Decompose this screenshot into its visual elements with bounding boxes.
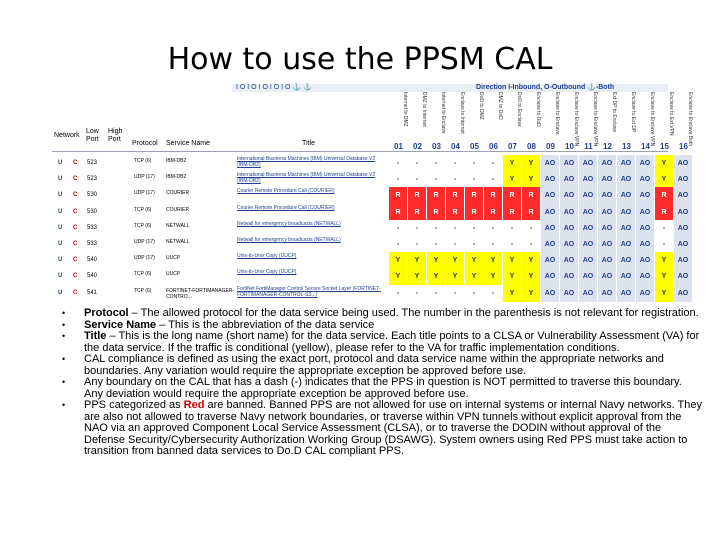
boundary-header [427,92,446,147]
boundary-cell: AO [541,285,559,302]
boundary-cell: Y [503,252,521,269]
boundary-cell: AO [598,171,616,188]
service-name: FORTINET-FORTIMANAGER-CONTRO... [166,287,235,300]
boundary-cell: AO [579,252,597,269]
bullet-item [62,377,702,400]
boundary-cell: R [655,187,673,204]
bullet-item [62,331,702,354]
column-number: 06 [489,142,498,151]
title-link[interactable]: Unix-to-Unix Copy (UUCP) [237,269,297,276]
boundary-label: Internet to DMZ [402,92,408,127]
boundary-cell: Y [427,268,445,285]
boundary-cell: Y [484,252,502,269]
low-port: 540 [87,273,98,280]
boundary-cell: Y [484,268,502,285]
boundary-cell: AO [541,268,559,285]
boundary-label: Enclave to Ext DP [630,92,636,133]
network-c: C [73,160,78,166]
boundary-cell: AO [560,220,578,237]
column-number: 11 [584,142,593,151]
boundary-header [598,92,617,147]
boundary-cell: AO [674,204,692,221]
boundary-cell: AO [617,252,635,269]
boundary-cell: Y [522,252,540,269]
boundary-label: Internet to Enclave [440,92,446,134]
boundary-cell: AO [636,187,654,204]
boundary-cell: - [427,220,445,237]
boundary-cell: - [655,236,673,253]
bullet-text: Any boundary on the CAL that has a dash (-) indicates that the PPS in question is NOT permitted to traverse this boundary. Any deviation would require the appropriate exception be approved before use. [84,376,682,400]
boundary-cell: Y [465,268,483,285]
boundary-cell: Y [503,268,521,285]
boundary-cell: - [389,171,407,188]
boundary-cell: AO [579,285,597,302]
boundary-cell: AO [674,171,692,188]
boundary-cell: - [465,220,483,237]
boundary-cell: - [503,236,521,253]
title-link[interactable]: Netwall for emergency broadcasts (NETWALL) [237,237,341,243]
column-number: 08 [527,142,536,151]
boundary-label: Enclave to Ext VPN [668,92,674,136]
column-number: 07 [508,142,517,151]
network-u: U [58,289,63,296]
low-port: 530 [87,208,98,215]
boundary-cell: R [427,204,445,221]
boundary-cell: R [655,204,673,221]
column-number: 14 [641,142,650,151]
boundary-cell: AO [598,268,616,285]
boundary-cell: - [427,285,445,302]
boundary-label: DoD to Enclave [516,92,522,127]
column-number: 01 [394,142,403,151]
boundary-cell: - [484,171,502,188]
title-link[interactable]: International Business Machines (IBM) Universal Database V2 (IBM-DB2) [237,172,376,185]
boundary-cell: R [503,204,521,221]
boundary-cell: AO [579,155,597,172]
boundary-cell: R [408,204,426,221]
boundary-cell: - [427,171,445,188]
boundary-label: Enclave to Enclave VPN [649,92,655,147]
boundary-cell: - [465,285,483,302]
column-number: 15 [660,142,669,151]
boundary-label: DoD to DMZ [478,92,484,120]
bullet-term: Title [84,330,107,342]
boundary-cell: - [389,220,407,237]
boundary-cell: AO [674,236,692,253]
boundary-header [446,92,465,147]
network-u: U [58,224,63,231]
boundary-label: Enclave to DoD [535,92,541,127]
boundary-cell: AO [617,171,635,188]
bullet-term: Protocol [84,307,129,319]
column-number: 04 [451,142,460,151]
boundary-cell: Y [655,268,673,285]
boundary-cell: R [389,204,407,221]
boundary-label: Enclave to Internet [459,92,465,134]
boundary-cell: AO [617,155,635,172]
boundary-cell: - [408,171,426,188]
boundary-cell: Y [389,268,407,285]
boundary-cell: AO [541,187,559,204]
bullet-text: – This is the long name (short name) for the data service. Each title points to a CLSA or Vulnerability Assessment (VA) for the data service. If the traffic is conditional (yellow), please refer to the VA for traffic implementation conditions. [84,330,700,354]
boundary-cell: Y [408,252,426,269]
low-port: 523 [87,160,98,166]
boundary-cell: AO [598,204,616,221]
boundary-cell: - [522,236,540,253]
boundary-label: Enclave to Enclave [554,92,560,135]
boundary-cell: Y [655,252,673,269]
boundary-cell: AO [560,236,578,253]
boundary-cell: AO [560,171,578,188]
boundary-cell: - [446,171,464,188]
network-c: C [73,192,78,199]
boundary-cell: - [522,220,540,237]
boundary-cell: - [446,236,464,253]
bullet-glyph: • [62,400,66,410]
boundary-cell: Y [503,171,521,188]
boundary-cell: AO [598,155,616,172]
boundary-cell: R [427,187,445,204]
boundary-cell: - [408,236,426,253]
boundary-cell: AO [617,236,635,253]
column-number: 05 [470,142,479,151]
boundary-cell: R [522,187,540,204]
network-c: C [73,208,78,215]
boundary-cell: AO [541,204,559,221]
service-name: COURIER [166,206,190,213]
bullet-glyph: • [62,354,66,364]
boundary-header [484,92,503,147]
col-network: Network [54,132,80,139]
boundary-cell: AO [598,236,616,253]
boundary-cell: R [389,187,407,204]
boundary-cell: AO [636,236,654,253]
protocol: TCP (6) [134,287,152,294]
boundary-cell: AO [636,252,654,269]
protocol: TCP (6) [134,206,152,213]
boundary-cell: Y [655,155,673,172]
title-link[interactable]: Unix-to-Unix Copy (UUCP) [237,253,297,260]
network-c: C [73,257,78,264]
title-link[interactable]: FortiNet FortiManager Control Secure Socket Layer (FORTINET-FORTIMANAGER-CONTROL-SS...) [237,285,381,298]
col-title: Title [302,140,315,147]
boundary-cell: - [484,155,502,172]
boundary-cell: Y [408,268,426,285]
bullet-text: – The allowed protocol for the data service being used. The number in the parenthesis is not relevant for registration. [128,307,699,319]
boundary-cell: AO [560,204,578,221]
network-u: U [58,257,63,264]
boundary-cell: R [465,187,483,204]
boundary-cell: - [446,155,464,172]
bullet-text: PPS categorized as [84,399,184,411]
protocol: TCP (6) [134,222,152,229]
low-port: 523 [87,176,98,183]
network-c: C [73,176,78,183]
boundary-cell: R [465,204,483,221]
boundary-header [617,92,636,147]
boundary-cell: - [389,155,407,172]
boundary-cell: Y [427,252,445,269]
service-name: NETWALL [166,239,190,245]
protocol: UDP (17) [134,190,155,197]
column-number: 10 [565,142,574,151]
direction-legend: Direction I-Inbound, O-Outbound ⚓-Both [476,84,615,91]
boundary-cell: Y [503,285,521,302]
cal-spreadsheet [52,84,693,300]
boundary-cell: AO [598,285,616,302]
network-c: C [73,273,78,280]
header-divider [52,151,668,152]
boundary-cell: AO [560,155,578,172]
bullet-text-rest: are banned. Banned PPS are not allowed for use on internal systems or internal Navy networks. They are also not allowed to traverse Navy network boundaries, or traverse within VPN tunnels without explicit approval from the NAO via an approved Component Local Service Assessment (CLSA), or to traverse the DODIN without approval of the Defense Security/Cybersecurity Authorization Working Group (DSAWG). System owners using Red PPS must take action to transition from banned data services to Do.D CAL compliant PPS. [84,399,702,457]
boundary-cell: AO [674,252,692,269]
boundary-cell: - [465,236,483,253]
boundary-cell: AO [541,220,559,237]
protocol: UDP (17) [134,174,155,181]
boundary-cell: AO [617,285,635,302]
col-high-port: High Port [108,128,123,143]
boundary-cell: AO [617,204,635,221]
boundary-cell: - [427,155,445,172]
boundary-header [503,92,522,147]
title-link[interactable]: International Business Machines (IBM) Universal Database V2 (IBM-DB2) [237,156,376,168]
bullet-glyph: • [62,308,66,318]
boundary-cell: R [484,204,502,221]
boundary-cell: Y [389,252,407,269]
bullet-glyph: • [62,377,66,387]
boundary-cell: R [503,187,521,204]
boundary-header [389,92,408,147]
boundary-cell: AO [541,155,559,172]
column-number-row [52,142,688,151]
network-c: C [73,289,78,296]
service-name: UUCP [166,271,181,278]
boundary-cell: - [408,220,426,237]
boundary-cell: Y [655,285,673,302]
boundary-cell: AO [674,285,692,302]
col-service-name: Service Name [166,140,210,147]
boundary-cell: AO [598,220,616,237]
boundary-cell: Y [522,155,540,172]
boundary-cell: R [408,187,426,204]
column-number: 16 [679,142,688,151]
boundary-cell: AO [579,268,597,285]
bullet-text: CAL compliance is defined as using the exact port, protocol and data service name within the appropriate networks and boundaries. Any variation would require the appropriate exception be approved before use. [84,353,664,377]
boundary-cell: - [503,220,521,237]
boundary-cell: R [446,204,464,221]
boundary-cell: Y [522,171,540,188]
column-number: 03 [432,142,441,151]
protocol: UDP (17) [134,239,155,245]
boundary-cell: Y [522,268,540,285]
boundary-header [560,92,579,147]
boundary-cell: Y [446,252,464,269]
boundary-cell: - [465,155,483,172]
boundary-header [674,92,693,147]
boundary-cell: AO [636,285,654,302]
network-u: U [58,192,63,199]
boundary-cell: R [446,187,464,204]
boundary-cell: - [446,285,464,302]
column-number: 13 [622,142,631,151]
boundary-cell: AO [674,220,692,237]
title-link[interactable]: Netwall for emergency broadcasts (NETWALL) [237,220,341,227]
boundary-cell: AO [560,285,578,302]
boundary-cell: AO [617,268,635,285]
bullet-item [62,354,702,377]
red-term: Red [183,399,205,411]
low-port: 540 [87,257,98,264]
boundary-cell: - [427,236,445,253]
boundary-cell: Y [465,252,483,269]
boundary-label: DMZ to Internet [421,92,427,127]
boundary-cell: AO [560,187,578,204]
boundary-cell: - [484,285,502,302]
boundary-cell: Y [503,155,521,172]
boundary-label: Enclave to Enclave Both [687,92,693,147]
boundary-cell: - [389,236,407,253]
network-u: U [58,208,63,215]
boundary-cell: AO [636,204,654,221]
boundary-cell: R [484,187,502,204]
column-number: 02 [413,142,422,151]
service-name: IBM-DB2 [166,174,187,181]
boundary-cell: AO [541,252,559,269]
boundary-cell: - [408,155,426,172]
explanation-list [62,308,702,458]
boundary-label: Enclave to Enclave VPN [592,92,598,147]
boundary-cell: Y [655,171,673,188]
boundary-cell: - [408,285,426,302]
direction-bar [232,84,668,92]
bullet-glyph: • [62,319,66,330]
boundary-cell: R [522,204,540,221]
network-c: C [73,241,78,247]
column-number: 09 [546,142,555,151]
service-name: UUCP [166,255,181,262]
column-number: 12 [603,142,612,151]
protocol: TCP (6) [134,158,152,164]
network-u: U [58,160,63,166]
low-port: 533 [87,224,98,231]
bullet-text: – This is the abbreviation of the data service [156,318,375,331]
boundary-cell: AO [579,171,597,188]
protocol: TCP (6) [134,271,152,278]
title-link[interactable]: Courier Remote Procedure Call (COURIER) [237,204,335,211]
network-u: U [58,176,63,183]
boundary-cell: - [389,285,407,302]
boundary-header [655,92,674,147]
boundary-cell: AO [579,187,597,204]
boundary-cell: - [446,220,464,237]
title-link[interactable]: Courier Remote Procedure Call (COURIER) [237,188,335,195]
boundary-cell: Y [446,268,464,285]
table-row [52,284,689,303]
boundary-cell: AO [674,187,692,204]
boundary-header [522,92,541,147]
boundary-cell: AO [579,236,597,253]
boundary-cell: Y [522,285,540,302]
direction-letters: I O I O I O I O I O ⚓ ⚓ [236,84,312,91]
boundary-cell: AO [674,268,692,285]
service-name: COURIER [166,190,190,197]
network-u: U [58,273,63,280]
boundary-header [636,92,655,147]
boundary-header [408,92,427,147]
boundary-cell: AO [617,220,635,237]
col-low-port: Low Port [86,128,99,143]
service-name: NETWALL [166,222,190,229]
boundary-cell: AO [598,252,616,269]
bullet-item [62,400,702,458]
boundary-cell: AO [617,187,635,204]
low-port: 533 [87,241,98,247]
boundary-cell: AO [674,155,692,172]
boundary-header [579,92,598,147]
network-u: U [58,241,63,247]
bullet-glyph: • [62,331,66,341]
service-name: IBM-DB2 [166,158,187,164]
low-port: 541 [87,289,98,296]
protocol: UDP (17) [134,255,155,262]
boundary-header [465,92,484,147]
boundary-cell: AO [579,220,597,237]
boundary-cell: AO [541,236,559,253]
col-protocol: Protocol [132,140,158,147]
boundary-cell: AO [636,155,654,172]
boundary-label: Ext DP to Enclave [611,92,617,133]
boundary-label: DMZ to DoD [497,92,503,120]
boundary-label: Enclave to Enclave VPN [573,92,579,147]
boundary-cell: AO [560,268,578,285]
network-c: C [73,224,78,231]
boundary-cell: AO [541,171,559,188]
page-title: How to use the PPSM CAL [167,42,553,77]
boundary-cell: AO [636,171,654,188]
boundary-cell: AO [598,187,616,204]
boundary-cell: - [484,236,502,253]
boundary-cell: - [484,220,502,237]
low-port: 530 [87,192,98,199]
boundary-cell: AO [579,204,597,221]
boundary-cell: - [655,220,673,237]
boundary-cell: - [465,171,483,188]
boundary-cell: AO [636,220,654,237]
boundary-cell: AO [636,268,654,285]
boundary-header [541,92,560,147]
bullet-term: Service Name [84,318,157,331]
boundary-cell: AO [560,252,578,269]
